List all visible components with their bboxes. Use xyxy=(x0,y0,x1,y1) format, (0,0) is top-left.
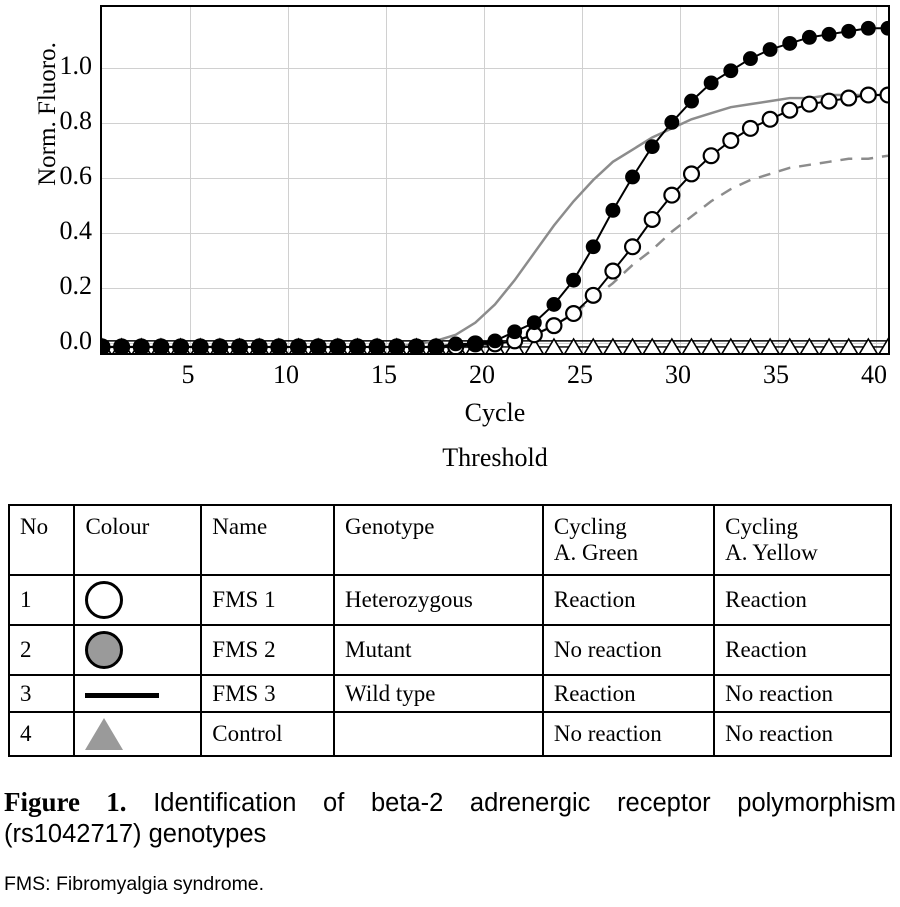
cell-colour-swatch xyxy=(74,575,201,625)
cell-colour-swatch xyxy=(74,675,201,713)
table-row xyxy=(9,625,891,675)
cell-genotype xyxy=(334,712,543,756)
header-cycling-yellow-line1: Cycling xyxy=(725,514,798,539)
cell-green: No reaction xyxy=(543,712,714,756)
threshold-label: Threshold xyxy=(442,443,548,472)
table-row xyxy=(9,575,891,625)
triangle-icon xyxy=(85,718,123,750)
x-tick-15: 15 xyxy=(371,360,397,389)
cell-no: 1 xyxy=(9,575,74,625)
x-tick-5: 5 xyxy=(181,360,195,389)
cell-name: FMS 1 xyxy=(201,575,334,625)
cell-name: FMS 3 xyxy=(201,675,334,713)
filled-circle-icon xyxy=(85,631,123,669)
x-axis-label: Cycle xyxy=(464,398,526,427)
cell-yellow: No reaction xyxy=(714,675,891,713)
cell-green: Reaction xyxy=(543,575,714,625)
x-tick-10: 10 xyxy=(273,360,299,389)
y-tick-1: 0.2 xyxy=(59,271,92,300)
cell-name: FMS 2 xyxy=(201,625,334,675)
header-cycling-yellow xyxy=(714,505,891,575)
cell-green: Reaction xyxy=(543,675,714,713)
cell-no: 3 xyxy=(9,675,74,713)
cell-yellow: No reaction xyxy=(714,712,891,756)
y-tick-2: 0.4 xyxy=(59,216,92,245)
cell-name: Control xyxy=(201,712,334,756)
figure-caption xyxy=(4,786,896,850)
open-circle-icon xyxy=(85,581,123,619)
figure-caption-label: Figure 1. xyxy=(4,787,127,817)
x-tick-20: 20 xyxy=(469,360,495,389)
figure-footnote: FMS: Fibromyalgia syndrome. xyxy=(4,873,265,895)
cell-genotype: Mutant xyxy=(334,625,543,675)
cell-yellow: Reaction xyxy=(714,625,891,675)
x-tick-35: 35 xyxy=(763,360,789,389)
x-axis-ticks xyxy=(100,360,890,400)
solid-line-icon xyxy=(85,693,159,698)
curves-svg xyxy=(102,7,888,353)
header-cycling-green xyxy=(543,505,714,575)
table-header-row xyxy=(9,505,891,575)
y-tick-3: 0.6 xyxy=(59,161,92,190)
y-tick-4: 0.8 xyxy=(59,106,92,135)
cell-no: 2 xyxy=(9,625,74,675)
cell-no: 4 xyxy=(9,712,74,756)
cell-genotype: Heterozygous xyxy=(334,575,543,625)
cell-genotype: Wild type xyxy=(334,675,543,713)
x-tick-40: 40 xyxy=(861,360,887,389)
x-tick-25: 25 xyxy=(567,360,593,389)
cell-colour-swatch xyxy=(74,712,201,756)
header-name: Name xyxy=(201,505,334,575)
y-axis-ticks xyxy=(0,0,100,355)
header-colour: Colour xyxy=(74,505,201,575)
table-row xyxy=(9,712,891,756)
header-cycling-green-line1: Cycling xyxy=(553,514,627,539)
y-axis-label: Norm. Fluoro. xyxy=(34,42,61,186)
legend-table xyxy=(8,504,892,757)
header-no: No xyxy=(9,505,74,575)
plot-frame xyxy=(100,5,890,355)
cell-green: No reaction xyxy=(543,625,714,675)
cell-yellow: Reaction xyxy=(714,575,891,625)
header-cycling-green-line2: A. Green xyxy=(553,539,639,565)
header-cycling-yellow-line2: A. Yellow xyxy=(725,539,818,565)
x-tick-30: 30 xyxy=(665,360,691,389)
y-tick-0: 0.0 xyxy=(59,326,92,355)
y-tick-5: 1.0 xyxy=(59,51,92,80)
header-genotype: Genotype xyxy=(334,505,543,575)
table-row xyxy=(9,675,891,713)
cell-colour-swatch xyxy=(74,625,201,675)
figure-caption-text: Identification of beta-2 adrenergic receptor polymorphism (rs1042717) genotypes xyxy=(4,789,896,849)
